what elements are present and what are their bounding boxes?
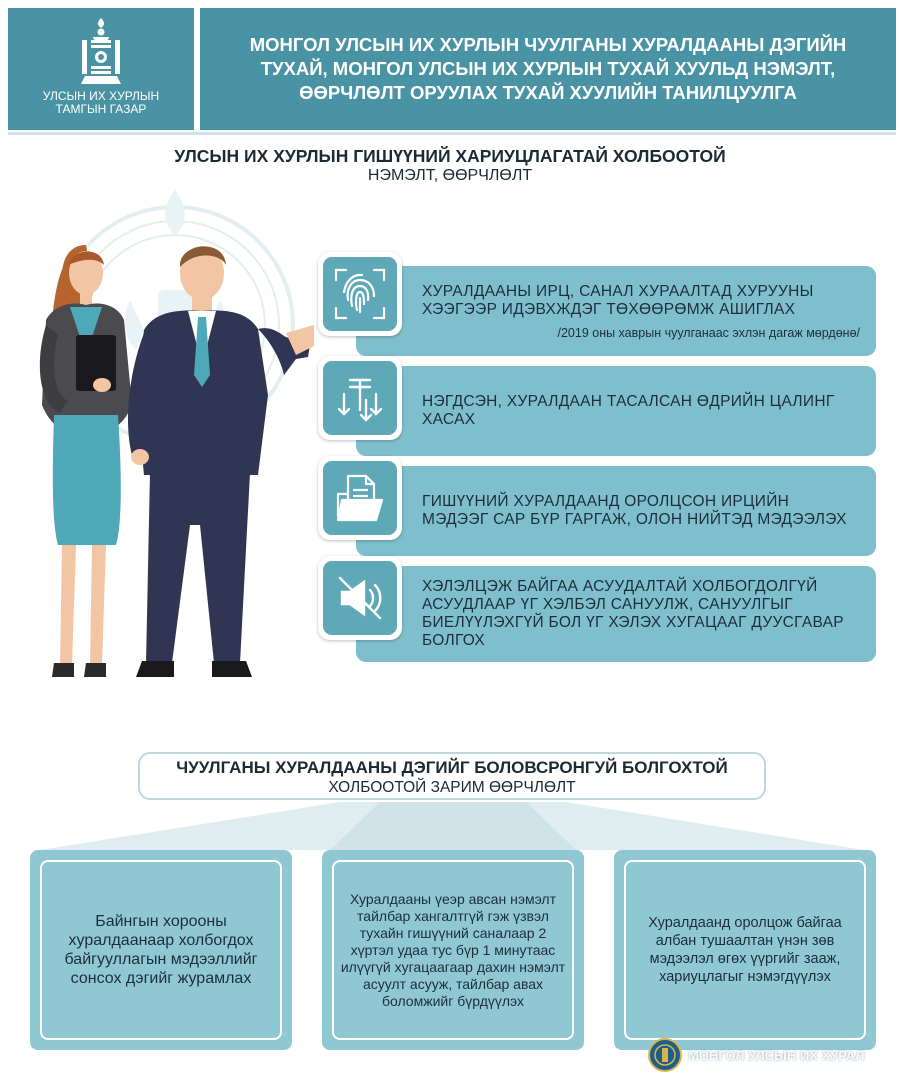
feature-card-note: /2019 оны хаврын чуулганаас эхлэн дагаж мөрдөнө/ bbox=[557, 326, 860, 340]
page-title: МОНГОЛ УЛСЫН ИХ ХУРЛЫН ЧУУЛГАНЫ ХУРАЛДААНЫ ДЭГИЙН ТУХАЙ, МОНГОЛ УЛСЫН ИХ ХУРЛЫН ТУХАЙ ХУУЛЬД НЭМЭЛТ, ӨӨРЧЛӨЛТ ОРУУЛАХ ТУХАЙ ХУУЛИЙН ТАНИЛЦУУЛГА bbox=[249, 34, 847, 103]
salary-decrease-icon bbox=[332, 370, 388, 426]
change-card-text: Хуралдаанд оролцож байгаа албан тушаалтан үнэн зөв мэдээлэл өгөх үүргийг зааж, хариуцлагыг нэмэгдүүлэх bbox=[648, 915, 842, 985]
header-logo-panel bbox=[8, 8, 194, 130]
document-icon-box bbox=[318, 456, 402, 540]
header-title-panel bbox=[200, 8, 896, 130]
document-folder-icon bbox=[332, 470, 388, 526]
header-divider bbox=[8, 132, 896, 135]
change-card-text: Байнгын хорооны хуралдаанаар холбогдох байгууллагын мэдээллийг сонсох дэгийг журамлах bbox=[64, 913, 258, 987]
speaker-icon-box bbox=[318, 556, 402, 640]
fingerprint-icon bbox=[332, 266, 388, 322]
fingerprint-icon-box bbox=[318, 252, 402, 336]
parliament-watermark bbox=[648, 1038, 864, 1072]
feature-card-salary bbox=[356, 366, 876, 456]
feature-card-text: ХЭЛЭЛЦЭЖ БАЙГАА АСУУДАЛТАЙ ХОЛБОГДОЛГҮЙ АСУУДЛААР ҮГ ХЭЛБЭЛ САНУУЛЖ, САНУУЛГЫГ БИЕЛҮҮЛЭХГҮЙ БОЛ ҮГ ХЭЛЭХ ХУГАЦААГ ДУУСГАВАР БОЛГОХ bbox=[422, 578, 844, 649]
businessman-figure bbox=[128, 246, 314, 677]
watermark-text: МОНГОЛ УЛСЫН ИХ ХУРАЛ bbox=[688, 1047, 865, 1063]
feature-card-attendance bbox=[356, 466, 876, 556]
change-card-questions bbox=[322, 850, 584, 1050]
feature-card-text: НЭГДСЭН, ХУРАЛДААН ТАСАЛСАН ӨДРИЙН ЦАЛИНГ ХАСАХ bbox=[422, 393, 835, 428]
muted-speaker-icon bbox=[332, 570, 388, 626]
section1-title-line2: НЭМЭЛТ, ӨӨРЧЛӨЛТ bbox=[367, 167, 533, 184]
feature-card-text: ГИШҮҮНИЙ ХУРАЛДААНД ОРОЛЦСОН ИРЦИЙН МЭДЭЭГ САР БҮР ГАРГАЖ, ОЛОН НИЙТЭД МЭДЭЭЛЭХ bbox=[422, 493, 847, 528]
section2-title-line2: ХОЛБООТОЙ ЗАРИМ ӨӨРЧЛӨЛТ bbox=[328, 779, 576, 796]
change-card-officials bbox=[614, 850, 876, 1050]
section1-title-line1: УЛСЫН ИХ ХУРЛЫН ГИШҮҮНИЙ ХАРИУЦЛАГАТАЙ ХОЛБООТОЙ bbox=[174, 146, 726, 166]
feature-card-text: ХУРАЛДААНЫ ИРЦ, САНАЛ ХУРААЛТАД ХУРУУНЫ ХЭЭГЭЭР ИДЭВХЖДЭГ ТӨХӨӨРӨМЖ АШИГЛАХ bbox=[422, 283, 814, 318]
businesswoman-figure bbox=[40, 245, 132, 677]
business-people-illustration bbox=[24, 225, 314, 700]
change-card-committee bbox=[30, 850, 292, 1050]
feature-card-speech-limit bbox=[356, 566, 876, 662]
parliament-seal-icon bbox=[648, 1038, 682, 1072]
logo-caption-line2: ТАМГЫН ГАЗАР bbox=[55, 102, 147, 116]
feature-card-fingerprint bbox=[356, 266, 876, 356]
logo-caption-line1: УЛСЫН ИХ ХУРЛЫН bbox=[42, 89, 160, 103]
section2-title-line1: ЧУУЛГАНЫ ХУРАЛДААНЫ ДЭГИЙГ БОЛОВСРОНГУЙ БОЛГОХТОЙ bbox=[176, 758, 728, 777]
soyombo-emblem-icon bbox=[71, 16, 131, 86]
salary-icon-box bbox=[318, 356, 402, 440]
change-card-text: Хуралдааны үеэр авсан нэмэлт тайлбар хангалтгүй гэж үзвэл тухайн гишүүний саналаар 2 хүртэл удаа тус бүр 1 минутаас илүүгүй хугацаагаар дахин нэмэлт асуулт асууж, тайлбар авах боломжийг бүрдүүлэх bbox=[340, 890, 566, 1009]
section2-heading bbox=[138, 752, 766, 800]
